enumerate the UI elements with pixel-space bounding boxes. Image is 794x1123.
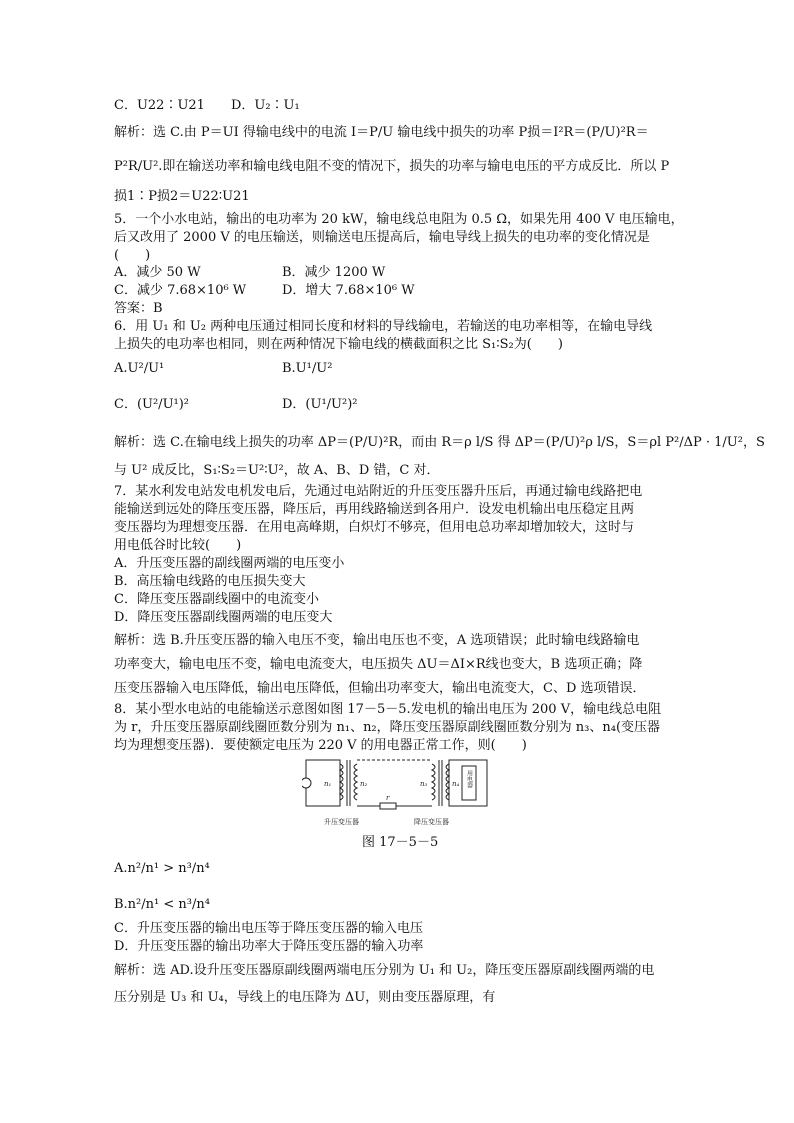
analysis-line: 损1∶P损2＝U22∶U21 — [114, 189, 250, 204]
analysis-line: 功率变大，输电电压不变，输电电流变大，电压损失 ΔU＝ΔI×R线也变大，B 选项正确；降 — [114, 657, 643, 672]
option-b: B.U¹/U² — [282, 361, 333, 376]
analysis-line: 压变压器输入电压降低，输出电压降低，但输出功率变大，输出电流变大，C、D 选项错误． — [114, 681, 646, 696]
figure-caption: 图 17－5－5 — [362, 835, 439, 850]
question-6-line: 上损失的电功率也相同，则在两种情况下输电线的横截面积之比 S₁∶S₂为( ) — [114, 337, 563, 352]
option-a: A.U²/U¹ — [114, 361, 165, 376]
option-b: B.n²/n¹ < n³/n⁴ — [114, 897, 210, 912]
circuit-diagram — [302, 756, 492, 828]
option-a: A．减少 50 W — [114, 265, 201, 280]
step-down-caption: 降压变压器 — [414, 818, 449, 826]
option-line: C．U22∶U21 D．U₂∶U₁ — [114, 98, 300, 113]
question-7-line: 用电低谷时比较( ) — [114, 538, 242, 553]
option-b: B．减少 1200 W — [282, 265, 386, 280]
label-n4: n₄ — [452, 780, 460, 788]
analysis-line: 解析：选 C.由 P＝UI 得输电线中的电流 I＝P/U 输电线中损失的功率 P损＝I²R＝(P/U)²R＝ — [114, 125, 649, 140]
analysis-line: 与 U² 成反比，S₁∶S₂＝U²∶U²，故 A、B、D 错，C 对． — [114, 463, 440, 478]
device-label: 用电器 — [465, 770, 473, 788]
option-c: C．(U²/U¹)² — [114, 397, 190, 412]
question-7-line: 7．某水利发电站发电机发电后，先通过电站附近的升压变压器升压后，再通过输电线路把电 — [114, 484, 643, 499]
label-n2: n₂ — [360, 780, 368, 788]
step-up-caption: 升压变压器 — [324, 818, 359, 826]
label-n3: n₃ — [420, 780, 428, 788]
label-n1: n₁ — [324, 780, 332, 788]
question-5-line: 后又改用了 2000 V 的电压输送，则输送电压提高后，输电导线上损失的电功率的变化情况是 — [114, 230, 650, 245]
question-8-line: 8．某小型水电站的电能输送示意图如图 17－5－5.发电机的输出电压为 200 V，输电线总电阻 — [114, 702, 662, 717]
step-up-secondary-coil — [354, 764, 357, 800]
label-r: r — [386, 794, 390, 802]
option-a: A．升压变压器的副线圈两端的电压变小 — [114, 556, 345, 571]
option-b: B．高压输电线路的电压损失变大 — [114, 574, 306, 589]
step-up-primary-coil — [340, 764, 343, 800]
line-resistor — [380, 803, 396, 809]
analysis-line: P²R/U².即在输送功率和输电线电阻不变的情况下，损失的功率与输电电压的平方成反比．所以 P — [114, 159, 670, 174]
analysis-line: 解析：选 B.升压变压器的输入电压不变，输出电压也不变，A 选项错误；此时输电线路输电 — [114, 633, 640, 648]
option-d: D．(U¹/U²)² — [282, 397, 358, 412]
question-5-line: ( ) — [114, 248, 151, 263]
option-c: C．减少 7.68×10⁶ W — [114, 283, 247, 298]
question-7-line: 变压器均为理想变压器．在用电高峰期，白炽灯不够亮，但用电总功率却增加较大，这时与 — [114, 520, 635, 535]
option-d: D．增大 7.68×10⁶ W — [282, 283, 415, 298]
option-c: C．升压变压器的输出电压等于降压变压器的输入电压 — [114, 921, 423, 936]
option-c: C．降压变压器副线圈中的电流变小 — [114, 592, 319, 607]
question-7-line: 能输送到远处的降压变压器，降压后，再用线路输送到各用户．设发电机输出电压稳定且两 — [114, 502, 635, 517]
answer-line: 答案：B — [114, 301, 163, 316]
option-d: D．降压变压器副线圈两端的电压变大 — [114, 610, 333, 625]
question-8-line: 均为理想变压器)．要使额定电压为 220 V 的用电器正常工作，则( ) — [114, 738, 527, 753]
option-a: A.n²/n¹ > n³/n⁴ — [114, 861, 210, 876]
analysis-line: 解析：选 AD.设升压变压器原副线圈两端电压分别为 U₁ 和 U₂，降压变压器原副线圈两端的电 — [114, 963, 655, 978]
step-down-primary-coil — [432, 764, 435, 800]
analysis-line: 解析：选 C.在输电线上损失的功率 ΔP＝(P/U)²R，而由 R＝ρ l/S 得 ΔP＝(P/U)²ρ l/S，S＝ρl P²/ΔP · 1/U²，S — [114, 435, 765, 450]
analysis-line: 压分别是 U₃ 和 U₄，导线上的电压降为 ΔU，则由变压器原理，有 — [114, 990, 496, 1005]
question-6-line: 6．用 U₁ 和 U₂ 两种电压通过相同长度和材料的导线输电，若输送的电功率相等，在输电导线 — [114, 319, 653, 334]
question-5-line: 5．一个小水电站，输出的电功率为 20 kW，输电线总电阻为 0.5 Ω，如果先用 400 V 电压输电， — [114, 212, 684, 227]
question-8-line: 为 r，升压变压器原副线圈匝数分别为 n₁、n₂，降压变压器原副线圈匝数分别为 n₃、n₄(变压器 — [114, 720, 661, 735]
generator-symbol — [302, 778, 311, 788]
option-d: D．升压变压器的输出功率大于降压变压器的输入功率 — [114, 939, 424, 954]
